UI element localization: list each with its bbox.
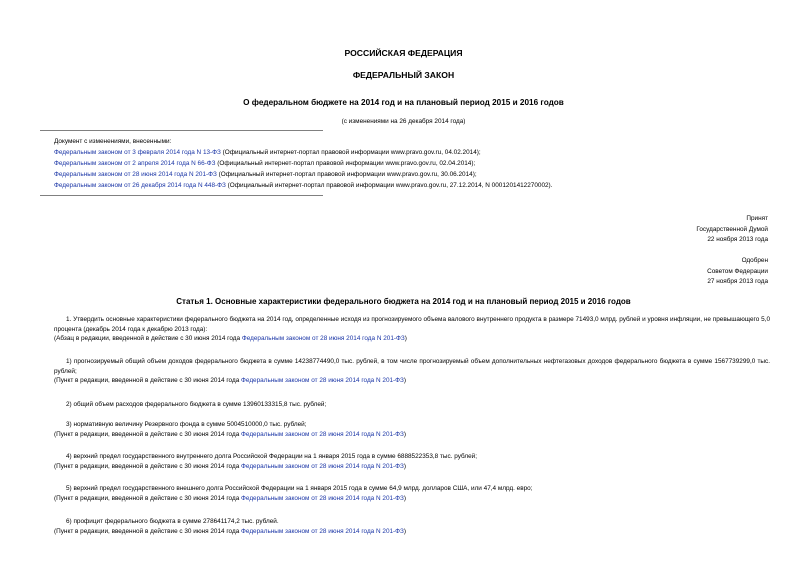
adopted-date: 22 ноября 2013 года [707, 236, 768, 243]
change-link[interactable]: Федеральным законом от 28 июня 2014 года N 201-ФЗ [54, 171, 217, 179]
change-link[interactable]: Федеральным законом от 3 февраля 2014 года N 13-ФЗ [54, 149, 221, 157]
paragraph-text: 4) верхний предел государственного внутреннего долга Российской Федерации на 1 января 2015 года в сумме 6888522353,8 тыс. рублей; [66, 453, 477, 460]
edit-note [54, 430, 770, 440]
article-paragraph [54, 517, 770, 536]
edit-link[interactable]: Федеральным законом от 28 июня 2014 года N 201-ФЗ [241, 527, 404, 535]
adopted-line: Принят [746, 215, 768, 222]
changes-block [54, 136, 552, 191]
approved-line: Советом Федерации [707, 267, 768, 275]
change-link[interactable]: Федеральным законом от 2 апреля 2014 года N 66-ФЗ [54, 160, 216, 168]
law-type-heading: ФЕДЕРАЛЬНЫЙ ЗАКОН [352, 70, 455, 80]
edit-note [54, 376, 770, 386]
change-item [54, 147, 552, 158]
paragraph-text: 6) профицит федерального бюджета в сумме 278641174,2 тыс. рублей. [66, 518, 279, 525]
edit-note-text: (Пункт в редакции, введенной в действие с 30 июня 2014 года [54, 527, 242, 535]
edit-note-text: (Пункт в редакции, введенной в действие с 30 июня 2014 года [54, 462, 242, 470]
changes-top-divider [40, 130, 323, 131]
article-paragraph [54, 484, 770, 503]
edit-link[interactable]: Федеральным законом от 28 июня 2014 года N 201-ФЗ [241, 377, 404, 385]
paragraph-text: 1) прогнозируемый общий объем доходов федерального бюджета в сумме 14238774490,0 тыс. рублей, в том числе прогнозируемый объем дополнительных нефтегазовых доходов федерального бюджета в сумме 1567739299,0 тыс. рублей; [54, 358, 770, 375]
edit-link[interactable]: Федеральным законом от 28 июня 2014 года N 201-ФЗ [241, 430, 404, 438]
paragraph-text: 5) верхний предел государственного внешнего долга Российской Федерации на 1 января 2015 года в сумме 64,9 млрд. долларов США, или 47,4 млрд. евро; [66, 485, 533, 492]
edit-note [54, 494, 770, 504]
paragraph-text: 3) нормативную величину Резервного фонда в сумме 5004510000,0 тыс. рублей; [66, 421, 307, 428]
federation-heading: РОССИЙСКАЯ ФЕДЕРАЦИЯ [344, 48, 463, 58]
edit-note-text: (Пункт в редакции, введенной в действие с 30 июня 2014 года [54, 430, 242, 438]
edit-note-suffix: ) [403, 527, 407, 535]
paragraph-text: 2) общий объем расходов федерального бюджета в сумме 13960133315,8 тыс. рублей; [66, 401, 327, 408]
change-item-text: (Официальный интернет-портал правовой информации www.pravo.gov.ru, 30.06.2014); [216, 171, 477, 179]
article-paragraph [54, 315, 770, 344]
edit-note-suffix: ) [403, 430, 407, 438]
change-link[interactable]: Федеральным законом от 26 декабря 2014 года N 448-ФЗ [54, 182, 226, 190]
article-paragraph [54, 400, 770, 410]
paragraph-text: 1. Утвердить основные характеристики федерального бюджета на 2014 год, определенные исходя из прогнозируемого объема валового внутреннего продукта в размере 71493,0 млрд. рублей и уровня инфляции, не превышающего 5,0 процента (декабрь 2014 года к декабрю 2013 года): [54, 316, 770, 333]
changes-intro: Документ с изменениями, внесенными: [54, 138, 172, 145]
document-title: О федеральном бюджете на 2014 год и на плановый период 2015 и 2016 годов [243, 98, 564, 107]
edit-note-suffix: ) [403, 377, 407, 385]
edit-link[interactable]: Федеральным законом от 28 июня 2014 года N 201-ФЗ [241, 494, 404, 502]
edit-note [54, 527, 770, 537]
edition-note: (с изменениями на 26 декабря 2014 года) [341, 118, 466, 125]
edit-link[interactable]: Федеральным законом от 28 июня 2014 года N 201-ФЗ [241, 462, 404, 470]
approved-date: 27 ноября 2013 года [707, 278, 768, 285]
edit-note-suffix: ) [403, 462, 407, 470]
adopted-line: Государственной Думой [696, 225, 768, 233]
change-item-text: (Официальный интернет-портал правовой информации www.pravo.gov.ru, 04.02.2014); [220, 149, 481, 157]
adopted-block [696, 214, 768, 246]
change-item [54, 169, 552, 180]
approved-line: Одобрен [741, 257, 768, 264]
edit-note-text: (Абзац в редакции, введенной в действие с 30 июня 2014 года [54, 335, 242, 343]
edit-note-suffix: ) [404, 335, 407, 343]
article-1-title: Статья 1. Основные характеристики федерального бюджета на 2014 год и на плановый период 2015 и 2016 годов [176, 297, 631, 306]
change-item-text: (Официальный интернет-портал правовой информации www.pravo.gov.ru, 27.12.2014, N 0001201412270002). [225, 182, 553, 190]
change-item [54, 180, 552, 191]
approved-block [707, 256, 768, 288]
change-item-text: (Официальный интернет-портал правовой информации www.pravo.gov.ru, 02.04.2014); [215, 160, 476, 168]
edit-note [54, 462, 770, 472]
changes-bottom-divider [40, 195, 323, 196]
edit-note-text: (Пункт в редакции, введенной в действие с 30 июня 2014 года [54, 494, 242, 502]
article-paragraph [54, 452, 770, 471]
article-paragraph [54, 420, 770, 439]
change-item [54, 158, 552, 169]
edit-note [54, 334, 770, 344]
edit-note-suffix: ) [403, 494, 407, 502]
edit-note-text: (Пункт в редакции, введенной в действие с 30 июня 2014 года [54, 377, 242, 385]
article-paragraph [54, 357, 770, 386]
edit-link[interactable]: Федеральным законом от 28 июня 2014 года N 201-ФЗ [241, 335, 405, 343]
